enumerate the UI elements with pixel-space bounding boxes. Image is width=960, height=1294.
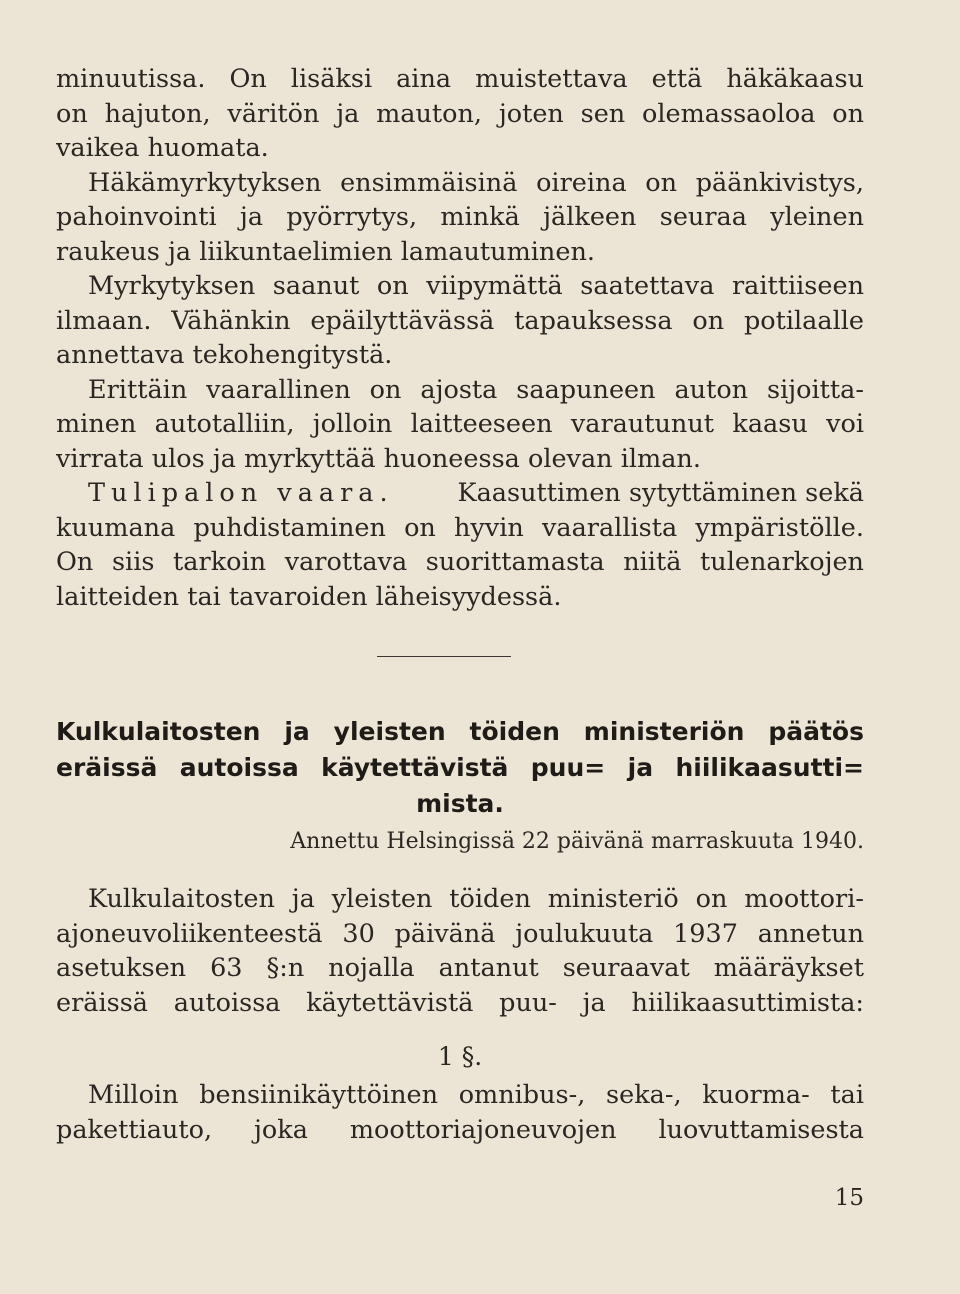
text-line: Myrkytyksen saanut on viipymättä saatettava raittiiseen [88, 271, 864, 301]
body-text-decision [56, 882, 864, 1020]
date-line: Annettu Helsingissä 22 päivänä marraskuuta 1940. [290, 829, 864, 854]
text-line: ajoneuvoliikenteestä 30 päivänä joulukuuta 1937 annetun [56, 918, 864, 949]
text-line: laitteiden tai tavaroiden läheisyydessä. [56, 581, 562, 612]
heading-line: eräissä autoissa käytettävistä puu= ja hiilikaasutti= [56, 753, 864, 782]
text-line: ilmaan. Vähänkin epäilyttävässä tapauksessa on potilaalle [56, 305, 864, 336]
section-divider [377, 656, 511, 657]
spaced-subheading: Tulipalon vaara. [88, 478, 394, 508]
text-fragment: Kaasuttimen sytyttäminen sekä [457, 478, 864, 508]
text-line: kuumana puhdistaminen on hyvin vaarallista ympäristölle. [56, 512, 864, 543]
text-line: minuutissa. On lisäksi aina muistettava että häkäkaasu [56, 64, 864, 94]
body-text-section [56, 1078, 864, 1147]
section-number: 1 §. [437, 1042, 483, 1071]
text-line: Erittäin vaarallinen on ajosta saapuneen auton sijoitta- [88, 374, 864, 405]
text-line: Häkämyrkytyksen ensimmäisinä oireina on päänkivistys, [88, 167, 864, 198]
text-line: vaikea huomata. [56, 133, 269, 163]
text-line: eräissä autoissa käytettävistä puu- ja hiilikaasuttimista: [56, 987, 864, 1018]
text-line: annettava tekohengitystä. [56, 340, 393, 370]
heading-line: mista. [416, 789, 504, 818]
text-line: on hajuton, väritön ja mauton, joten sen olemassaoloa on [56, 98, 864, 129]
text-line: On siis tarkoin varottava suorittamasta niitä tulenarkojen [56, 547, 864, 577]
text-line: pahoinvointi ja pyörrytys, minkä jälkeen seuraa yleinen [56, 202, 864, 232]
text-line: Milloin bensiinikäyttöinen omnibus-, seka-, kuorma- tai [88, 1080, 864, 1110]
text-line: Kulkulaitosten ja yleisten töiden ministeriö on moottori- [88, 884, 864, 914]
text-line: virrata ulos ja myrkyttää huoneessa olevan ilman. [56, 443, 701, 474]
text-line: asetuksen 63 §:n nojalla antanut seuraavat määräykset [56, 953, 864, 983]
text-line: pakettiauto, joka moottoriajoneuvojen luovuttamisesta [56, 1114, 864, 1145]
text-line: minen autotalliin, jolloin laitteeseen varautunut kaasu voi [56, 409, 864, 439]
decision-heading [56, 714, 864, 822]
text-line [56, 476, 864, 511]
text-line: raukeus ja liikuntaelimien lamautuminen. [56, 236, 595, 267]
heading-line: Kulkulaitosten ja yleisten töiden ministeriön päätös [56, 717, 864, 746]
body-text-top [56, 62, 864, 614]
page-number: 15 [834, 1185, 864, 1211]
